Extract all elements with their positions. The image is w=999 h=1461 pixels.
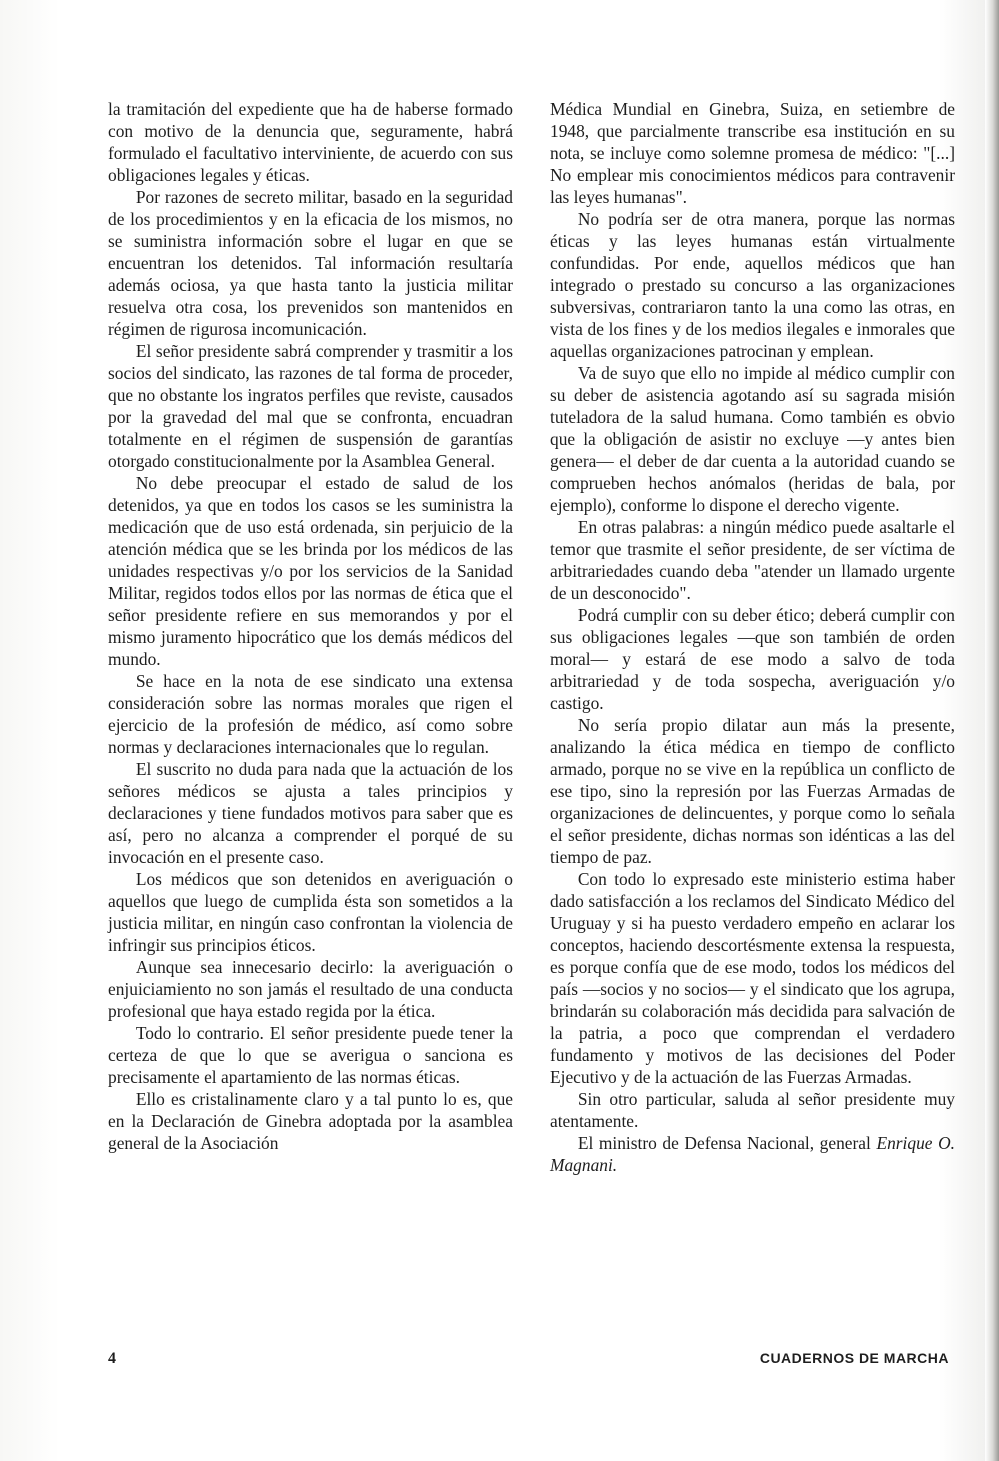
paragraph: la tramitación del expediente que ha de haberse formado con motivo de la denuncia que, seguramente, habrá formulado el facultativo interviniente, de acuerdo con sus obligaciones legales y éticas. [108,99,513,185]
paragraph: El suscrito no duda para nada que la actuación de los señores médicos se ajusta a tales principios y declaraciones y tiene fundados motivos para saber que es así, pero no alcanza a comprender el porqué de su invocación en el presente caso. [108,759,513,867]
paragraph: Va de suyo que ello no impide al médico cumplir con su deber de asistencia agotando así su sagrada misión tuteladora de la salud humana. Como también es obvio que la obligación de asistir no excluye —y antes bien genera— el deber de dar cuenta a la autoridad cuando se comprueben hechos anómalos (heridas de bala, por ejemplo), conforme lo dispone el derecho vigente. [550,363,955,515]
paragraph: Los médicos que son detenidos en averiguación o aquellos que luego de cumplida ésta son sometidos a la justicia militar, en ningún caso confrontan la violencia de infringir sus principios éticos. [108,869,513,955]
paragraph: No podría ser de otra manera, porque las normas éticas y las leyes humanas están virtualmente confundidas. Por ende, aquellos médicos que han integrado o prestado su concurso a las organizaciones subversivas, contrariaron tanto la una como las otras, en vista de los fines y de los medios ilegales e inmorales que aquellas organizaciones patrocinan y emplean. [550,209,955,361]
paragraph: Todo lo contrario. El señor presidente puede tener la certeza de que lo que se averigua o sanciona es precisamente el apartamiento de las normas éticas. [108,1023,513,1087]
paragraph: No sería propio dilatar aun más la presente, analizando la ética médica en tiempo de conflicto armado, porque no se vive en la república un conflicto de ese tipo, sino la represión por las Fuerzas Armadas de organizaciones de delincuentes, y porque como lo señala el señor presidente, dichas normas son idénticas a las del tiempo de paz. [550,715,955,867]
page-number: 4 [108,1350,116,1367]
page-edge-shadow [985,0,999,1461]
paragraph: Sin otro particular, saluda al señor presidente muy atentamente. [550,1089,955,1131]
paragraph: En otras palabras: a ningún médico puede asaltarle el temor que trasmite el señor presidente, de ser víctima de arbitrariedades cuando deba "atender un llamado urgente de un desconocido". [550,517,955,603]
paragraph: Ello es cristalinamente claro y a tal punto lo es, que en la Declaración de Ginebra adoptada por la asamblea general de la Asociación [108,1089,513,1153]
paragraph: Médica Mundial en Ginebra, Suiza, en setiembre de 1948, que parcialmente transcribe esa institución en su nota, se incluye como solemne promesa de médico: "[...] No emplear mis conocimientos médicos para contravenir las leyes humanas". [550,99,955,207]
paragraph: Aunque sea innecesario decirlo: la averiguación o enjuiciamiento no son jamás el resultado de una conducta profesional que haya estado regida por la ética. [108,957,513,1021]
paragraph: El señor presidente sabrá comprender y trasmitir a los socios del sindicato, las razones de tal forma de proceder, que no obstante los ingratos perfiles que reviste, causados por la gravedad del mal que se confronta, encuadran totalmente en el régimen de suspensión de garantías otorgado constitucionalmente por la Asamblea General. [108,341,513,471]
paragraph: Se hace en la nota de ese sindicato una extensa consideración sobre las normas morales que rigen el ejercicio de la profesión de médico, así como sobre normas y declaraciones internacionales que lo regulan. [108,671,513,757]
publication-name: CUADERNOS DE MARCHA [759,1350,949,1366]
signature-title: El ministro de Defensa Nacional, general [577,1133,871,1153]
paragraph: Por razones de secreto militar, basado en la seguridad de los procedimientos y en la eficacia de los mismos, no se suministra información sobre el lugar en que se encuentran los detenidos. Tal información resultaría además ociosa, ya que hasta tanto la justicia militar resuelva otra cosa, los prevenidos son mantenidos en régimen de rigurosa incomunicación. [108,187,513,339]
right-column [550,98,955,1176]
signature [550,1132,955,1176]
signature-name: Enrique O. Magnani. [550,1133,955,1175]
paragraph: Podrá cumplir con su deber ético; deberá cumplir con sus obligaciones legales —que son también de orden moral— y estará de ese modo a salvo de toda arbitrariedad y de toda sospecha, averiguación y/o castigo. [550,605,955,713]
paragraph: Con todo lo expresado este ministerio estima haber dado satisfacción a los reclamos del Sindicato Médico del Uruguay y si ha puesto verdadero empeño en aclarar los conceptos, haciendo descortésmente extensa la respuesta, es porque confía que de ese modo, todos los médicos del país —socios y no socios— y el sindicato que los agrupa, brindarán su colaboración más decidida para salvación de la patria, a poco que comprendan el verdadero fundamento y motivos de las decisiones del Poder Ejecutivo y de la actuación de las Fuerzas Armadas. [550,869,955,1087]
left-column [108,98,513,1154]
paragraph: No debe preocupar el estado de salud de los detenidos, ya que en todos los casos se les suministra la medicación que de uso está ordenada, sin perjuicio de la atención médica que se les brinda por los médicos de las unidades respectivas y/o por los servicios de la Sanidad Militar, regidos todos ellos por las normas de ética que el señor presidente refiere en sus memorandos y por el mismo juramento hipocrático que los demás médicos del mundo. [108,473,513,669]
